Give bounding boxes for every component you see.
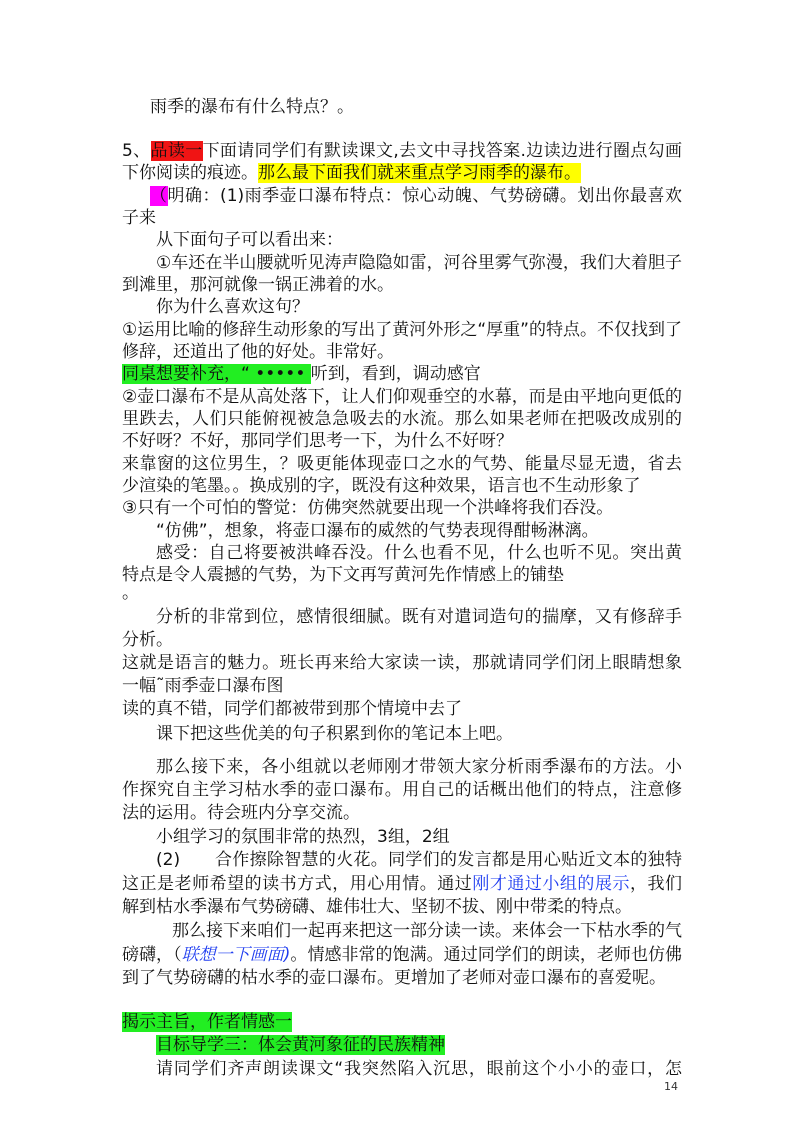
text-segment: ②壶口瀑布不是从高处落下，让人们仰观垂空的水幕，而是由平地向更低的: [122, 387, 682, 407]
text-line: [122, 582, 139, 604]
text-segment: 到了气势磅礴的枯水季的壶口瀑布。更增加了老师对壶口瀑布的喜爱呢。: [122, 968, 666, 988]
text-line: [122, 564, 564, 586]
text-line: [122, 363, 481, 385]
text-segment: 下面请同学们有默读课文,去文中寻找答案.边读边进行圈点勾画: [202, 141, 682, 161]
text-segment: 从下面句子可以看出来：: [156, 230, 343, 250]
text-line: [122, 475, 641, 497]
text-line: [122, 675, 284, 697]
text-line: [122, 967, 666, 989]
text-line: [156, 849, 682, 871]
text-segment: 这正是老师希望的读书方式，用心用情。通过: [122, 874, 473, 894]
text-line: [156, 1034, 445, 1056]
text-segment: 不好呀？不好，那同学们思考一下，为什么不好呀？: [122, 431, 513, 451]
text-line: [122, 779, 682, 801]
highlighted-text: 同桌想要补充，“ •••••: [122, 364, 311, 384]
text-segment: 5、: [122, 141, 151, 161]
text-segment: 那么接下来，各小组就以老师刚才带领大家分析雨季瀑布的方法。小: [156, 757, 682, 777]
text-line: [122, 497, 613, 519]
text-segment: (2) 合作擦除智慧的火花。同学们的发言都是用心贴近文本的独特: [156, 850, 682, 870]
highlighted-text: 品读一: [150, 141, 203, 161]
text-segment: 作探究自主学习枯水季的壶口瀑布。用自己的话概出他们的特点，注意修: [122, 780, 682, 800]
text-line: [122, 207, 156, 229]
text-line: [156, 1058, 682, 1080]
text-segment: ，我们: [629, 874, 682, 894]
highlighted-text: 刚才通过小组的展示: [472, 874, 630, 894]
text-segment: “仿佛”，想象，将壶口瀑布的威然的气势表现得酣畅淋漓。: [156, 521, 599, 541]
text-line: [156, 252, 682, 274]
text-segment: 。: [122, 583, 139, 603]
page-number: 14: [664, 1080, 678, 1093]
text-line: [122, 274, 394, 296]
text-segment: 少渲染的笔墨。。换成别的字，既没有这种效果，语言也不生动形象了: [122, 476, 641, 496]
text-segment: ③只有一个可怕的警觉：仿佛突然就要出现一个洪峰将我们吞没。: [122, 498, 614, 518]
text-segment: 听到，看到，调动感官: [310, 364, 481, 384]
text-segment: 修辞，还道出了他的好处。非常好。: [122, 342, 394, 362]
text-line: [150, 185, 682, 207]
highlighted-text: （: [150, 186, 168, 206]
text-line: [156, 520, 599, 542]
text-line: [122, 1011, 292, 1033]
text-line: [122, 430, 513, 452]
text-segment: 读的真不错，同学们都被带到那个情境中去了: [122, 699, 462, 719]
text-segment: 子来: [122, 208, 156, 228]
text-line: [156, 229, 343, 251]
text-segment: 分析。: [122, 630, 173, 650]
text-line: [122, 896, 632, 918]
text-segment: 分析的非常到位，感情很细腻。既有对遣词造句的揣摩，又有修辞手: [156, 607, 682, 627]
text-line: [156, 756, 682, 778]
text-line: [156, 606, 682, 628]
text-line: [122, 453, 682, 475]
text-segment: ①运用比喻的修辞生动形象的写出了黄河外形之“厚重”的特点。不仅找到了: [122, 320, 682, 340]
text-line: [122, 319, 682, 341]
text-segment: 下你阅读的痕迹。: [122, 163, 258, 183]
text-line: [156, 542, 682, 564]
text-segment: 里跌去，人们只能俯视被急急吸去的水流。那么如果老师在把吸改成别的: [122, 409, 682, 429]
text-segment: 雨季的瀑布有什么特点？。: [150, 97, 354, 117]
text-segment: 明确：(1)雨季壶口瀑布特点：惊心动魄、气势磅礴。划出你最喜欢: [167, 186, 682, 206]
text-segment: ①车还在半山腰就听见涛声隐隐如雷，河谷里雾气弥漫，我们大着胆子: [156, 253, 682, 273]
text-line: [156, 296, 309, 318]
text-segment: 到滩里，那河就像一锅正沸着的水。: [122, 275, 394, 295]
text-segment: 磅礴，（: [122, 945, 182, 965]
text-segment: 特点是令人震撼的气势，为下文再写黄河先作情感上的铺垫: [122, 565, 564, 585]
text-line: [122, 652, 682, 674]
text-line: [122, 944, 682, 966]
text-line: [172, 920, 682, 942]
text-segment: 感受：自己将要被洪峰吞没。什么也看不见，什么也听不见。突出黄: [156, 543, 682, 563]
text-line: [150, 96, 354, 118]
text-line: [122, 140, 682, 162]
text-line: [122, 873, 682, 895]
text-segment: 课下把这些优美的句子积累到你的笔记本上吧。: [156, 724, 513, 744]
text-line: [122, 629, 173, 651]
text-line: [156, 723, 513, 745]
text-segment: 一幅˜雨季壶口瀑布图: [122, 676, 284, 696]
text-segment: 那么接下来咱们一起再来把这一部分读一读。来体会一下枯水季的气: [172, 921, 682, 941]
text-segment: 来靠窗的这位男生，？吸更能体现壶口之水的气势、能量尽显无遗，省去: [122, 454, 682, 474]
text-segment: 小组学习的氛围非常的热烈，3组，2组: [156, 827, 450, 847]
highlighted-text: 联想一下画面): [181, 945, 291, 965]
text-line: [122, 698, 462, 720]
text-line: [122, 162, 581, 184]
text-segment: 请同学们齐声朗读课文“我突然陷入沉思，眼前这个小小的壶口，怎: [156, 1059, 682, 1079]
highlighted-text: 揭示主旨，作者情感一: [122, 1012, 292, 1032]
text-line: [122, 386, 682, 408]
text-segment: 法的运用。待会班内分享交流。: [122, 803, 360, 823]
text-line: [122, 408, 682, 430]
highlighted-text: 那么最下面我们就来重点学习雨季的瀑布。: [258, 163, 581, 183]
text-segment: 解到枯水季瀑布气势磅礴、雄伟壮大、坚韧不拔、刚中带柔的特点。: [122, 897, 632, 917]
text-segment: 你为什么喜欢这句？: [156, 297, 309, 317]
text-line: [122, 341, 394, 363]
text-line: [122, 802, 360, 824]
highlighted-text: 目标导学三：体会黄河象征的民族精神: [156, 1035, 445, 1055]
text-segment: 这就是语言的魅力。班长再来给大家读一读，那就请同学们闭上眼睛想象: [122, 653, 682, 673]
text-line: [156, 826, 450, 848]
text-segment: 。情感非常的饱满。通过同学们的朗读，老师也仿佛: [290, 945, 682, 965]
